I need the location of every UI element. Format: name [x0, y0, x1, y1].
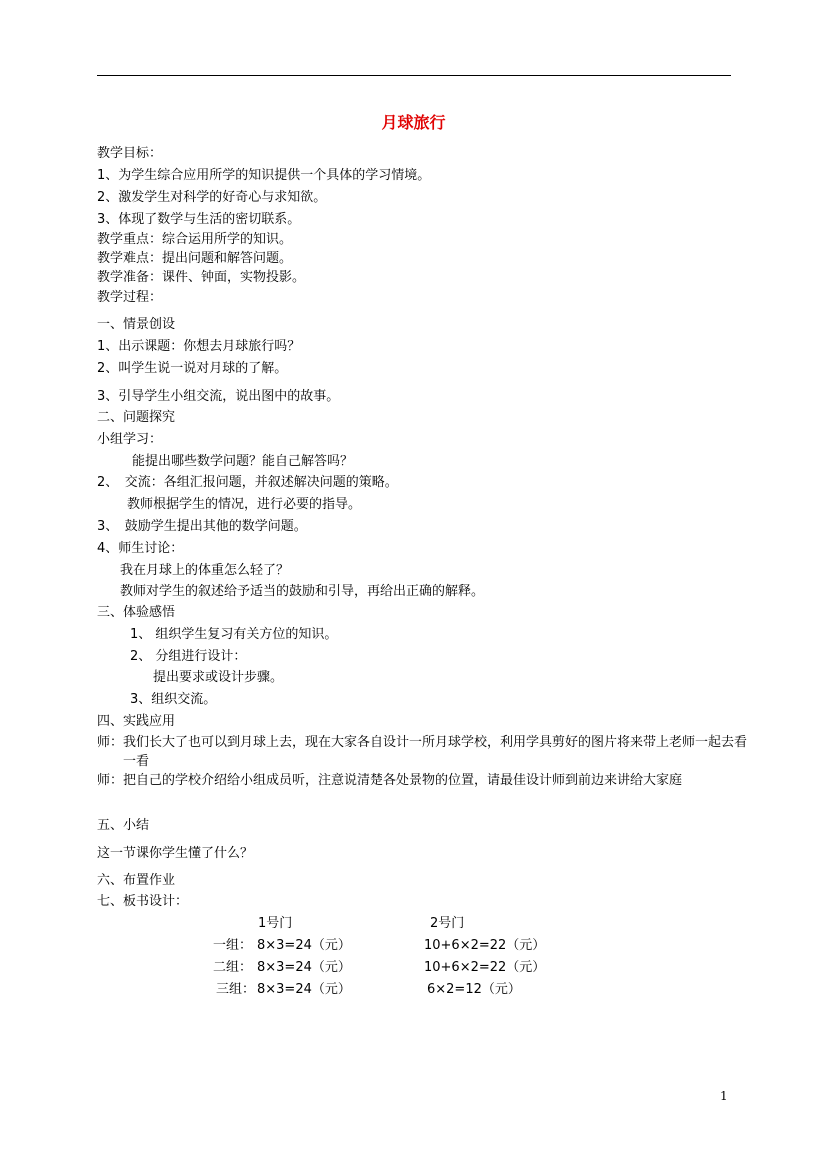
board-col-1-header: 1号门	[258, 916, 293, 931]
section-3-item-1: 1、 组织学生复习有关方位的知识。	[130, 627, 338, 642]
section-2-item-4: 4、师生讨论：	[97, 541, 184, 556]
section-3-heading: 三、体验感悟	[97, 605, 176, 620]
board-row-3-group: 三组：	[216, 982, 256, 997]
section-4-heading: 四、实践应用	[97, 714, 176, 729]
section-1-item-1: 1、出示课题：你想去月球旅行吗？	[97, 339, 301, 354]
board-row-1-col-1: 8×3=24（元）	[257, 938, 351, 953]
section-1-item-3: 3、引导学生小组交流，说出图中的故事。	[97, 389, 340, 404]
section-7-heading: 七、板书设计：	[97, 894, 189, 909]
preparation: 教学准备：课件、钟面，实物投影。	[97, 270, 306, 285]
section-2-item-4-note: 教师对学生的叙述给予适当的鼓励和引导，再给出正确的解释。	[120, 584, 485, 599]
goals-heading: 教学目标：	[97, 146, 163, 161]
section-2-item-2: 2、 交流：各组汇报问题，并叙述解决问题的策略。	[97, 475, 398, 490]
section-2-item-3: 3、 鼓励学生提出其他的数学问题。	[97, 519, 307, 534]
page-title: 月球旅行	[381, 113, 446, 132]
board-row-2-group: 二组：	[213, 960, 253, 975]
goal-item-1: 1、为学生综合应用所学的知识提供一个具体的学习情境。	[97, 168, 431, 183]
section-2-item-2-note: 教师根据学生的情况，进行必要的指导。	[127, 497, 362, 512]
section-2-heading: 二、问题探究	[97, 410, 176, 425]
section-5-heading: 五、小结	[97, 818, 150, 833]
goal-item-2: 2、激发学生对科学的好奇心与求知欲。	[97, 190, 327, 205]
section-2-question-1: 能提出哪些数学问题？能自己解答吗？	[132, 454, 354, 469]
group-study-label: 小组学习：	[97, 432, 163, 447]
page-number: 1	[720, 1089, 728, 1103]
board-row-3-col-2: 6×2=12（元）	[427, 982, 521, 997]
board-row-3-col-1: 8×3=24（元）	[257, 982, 351, 997]
section-3-item-2: 2、 分组进行设计：	[130, 649, 247, 664]
board-row-2-col-2: 10+6×2=22（元）	[424, 960, 546, 975]
section-3-item-2-sub: 提出要求或设计步骤。	[153, 670, 284, 685]
section-2-item-4-question: 我在月球上的体重怎么轻了？	[120, 563, 290, 578]
section-4-paragraph-2: 师：把自己的学校介绍给小组成员听，注意说清楚各处景物的位置，请最佳设计师到前边来讲给大家庭	[97, 773, 683, 788]
board-row-2-col-1: 8×3=24（元）	[257, 960, 351, 975]
goal-item-3: 3、体现了数学与生活的密切联系。	[97, 212, 301, 227]
section-5-question: 这一节课你学生懂了什么？	[97, 846, 254, 861]
board-row-1-group: 一组：	[213, 938, 253, 953]
section-3-item-3: 3、组织交流。	[130, 692, 217, 707]
section-1-heading: 一、情景创设	[97, 317, 176, 332]
difficulty: 教学难点：提出问题和解答问题。	[97, 251, 293, 266]
section-4-paragraph-1: 师：我们长大了也可以到月球上去，现在大家各自设计一所月球学校，利用学具剪好的图片将来带上老师一起去看一看	[97, 735, 748, 769]
board-col-2-header: 2号门	[430, 916, 465, 931]
section-6-heading: 六、布置作业	[97, 873, 176, 888]
process-heading: 教学过程：	[97, 290, 163, 305]
section-1-item-2: 2、叫学生说一说对月球的了解。	[97, 361, 288, 376]
board-row-1-col-2: 10+6×2=22（元）	[424, 938, 546, 953]
key-point: 教学重点：综合运用所学的知识。	[97, 232, 293, 247]
header-rule	[97, 75, 731, 76]
